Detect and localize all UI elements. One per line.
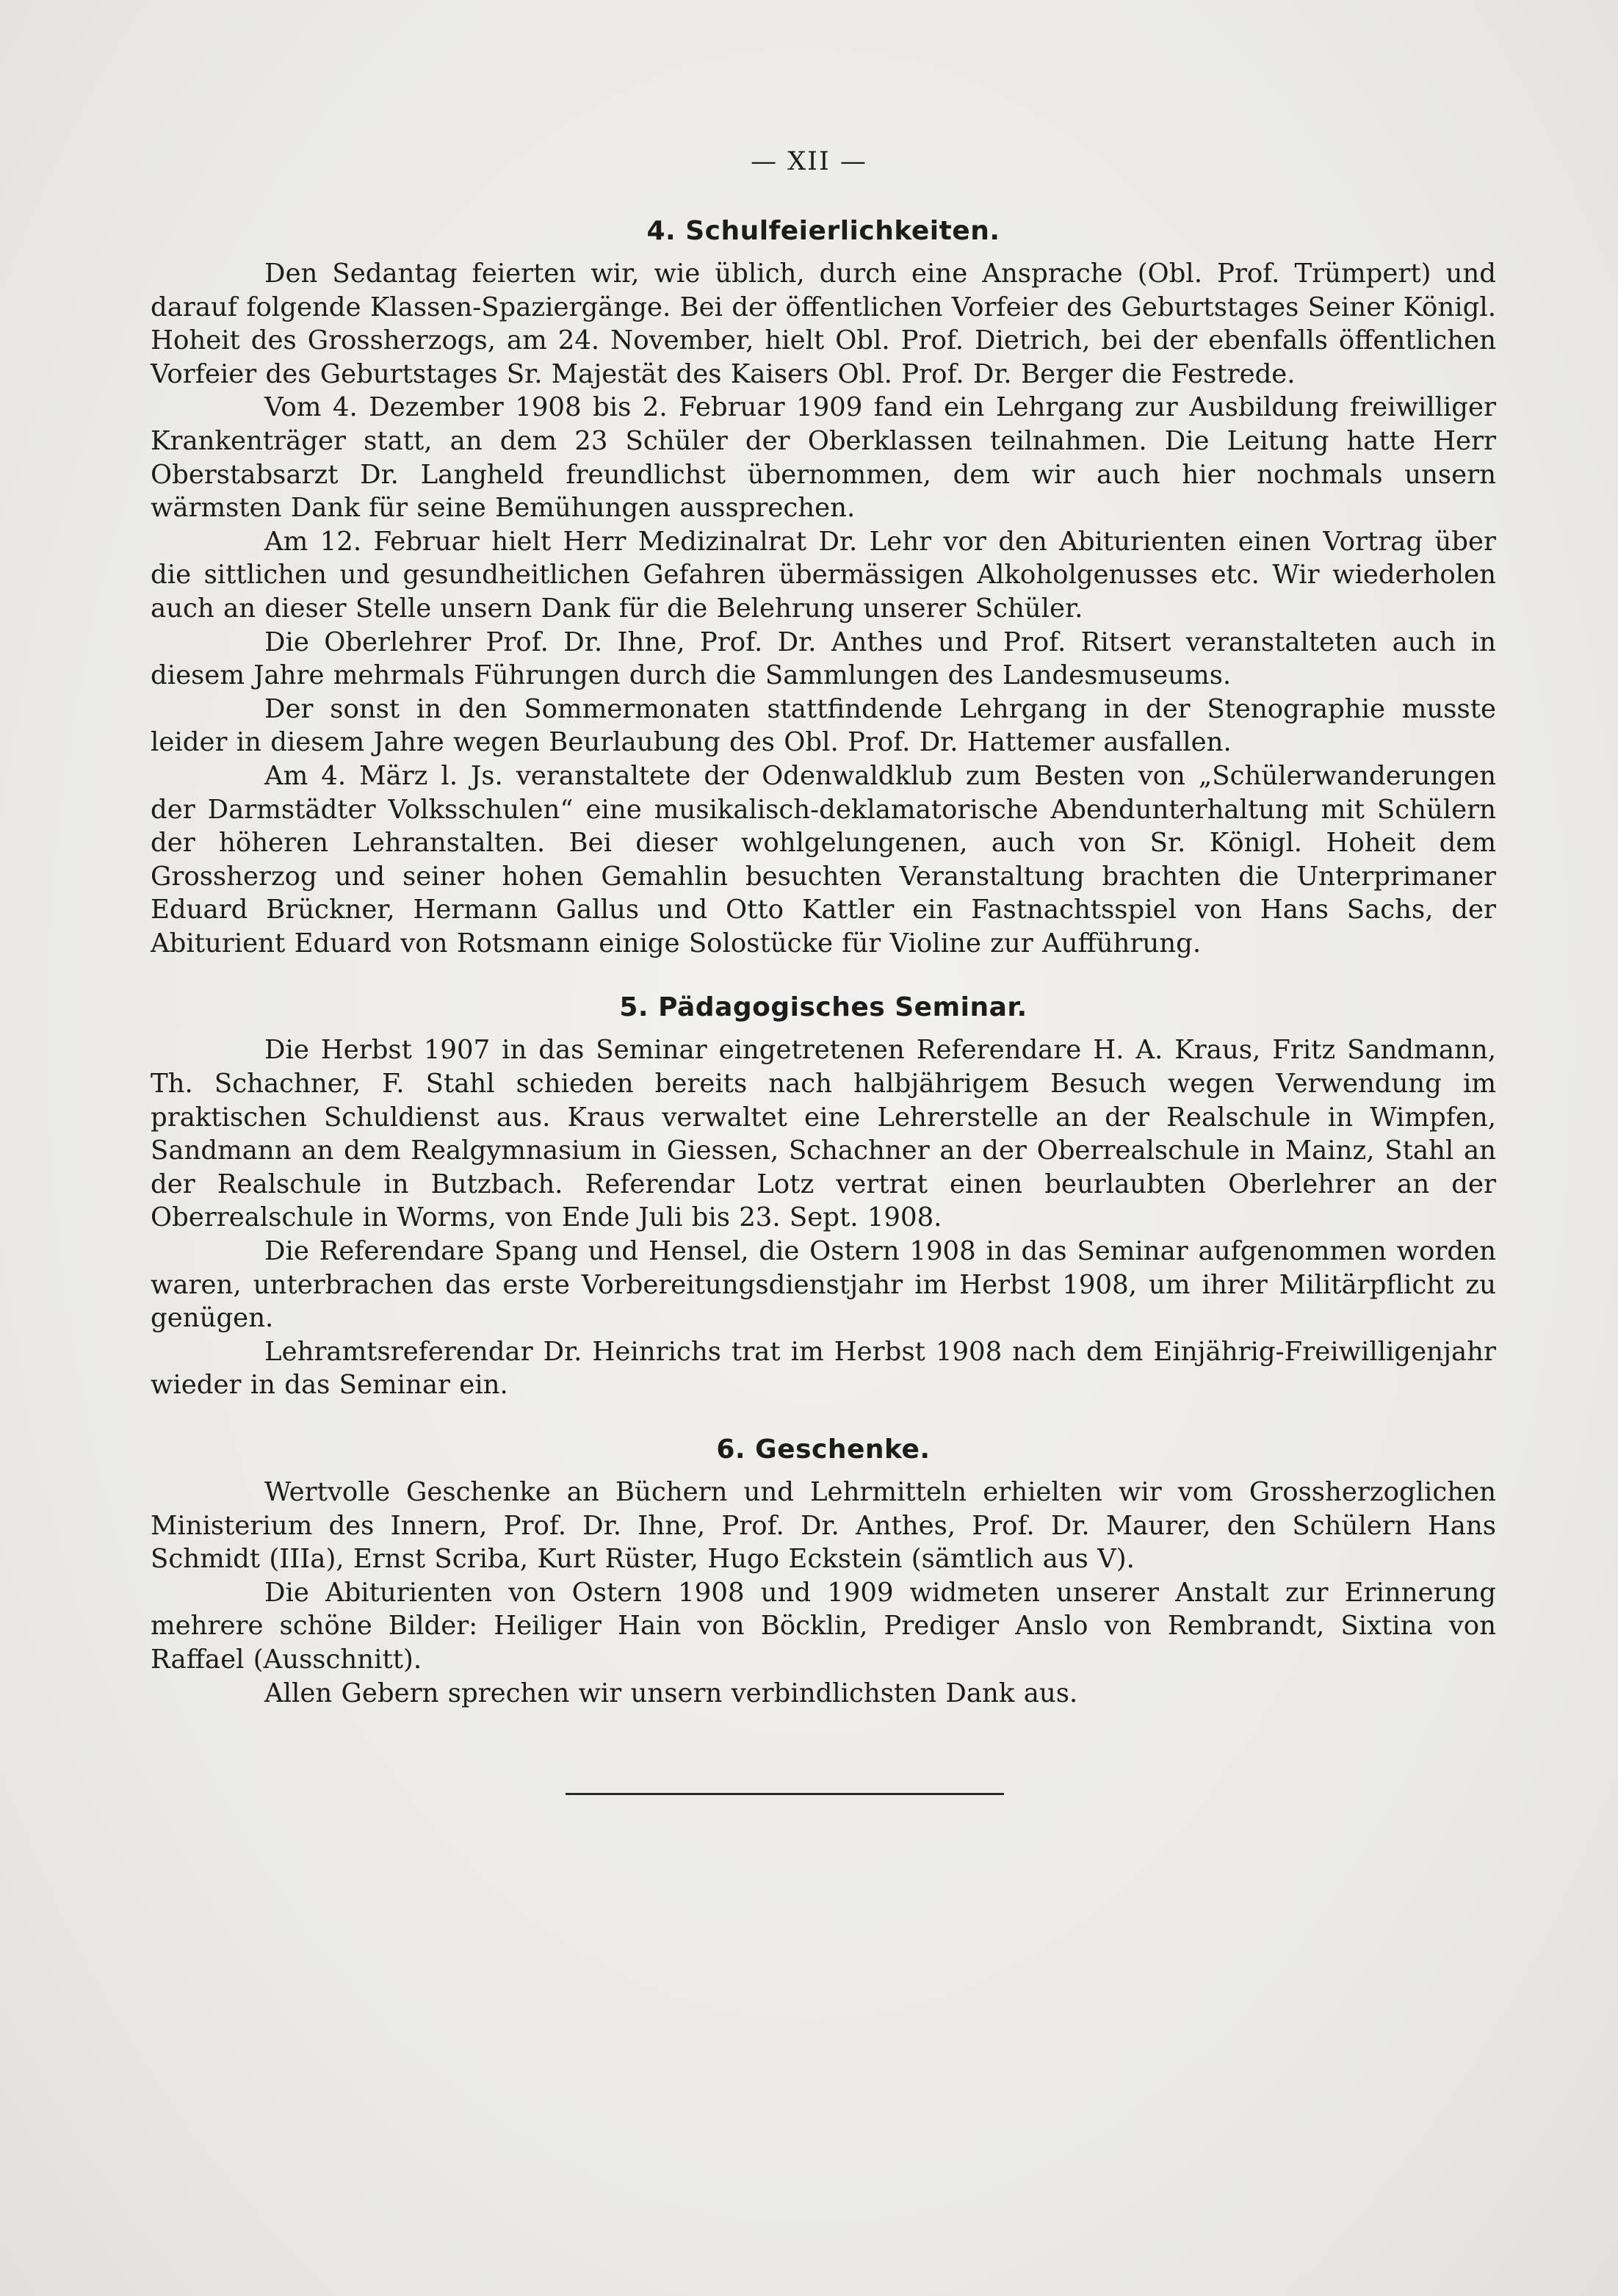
paragraph: Die Referendare Spang und Hensel, die Ostern 1908 in das Seminar aufgenommen worden waren, unterbrachen das erste Vorbereitungsdienstjahr im Herbst 1908, um ihrer Militärpflicht zu genügen. [151, 1236, 1496, 1334]
section-gap [151, 1402, 1496, 1432]
paragraph: Wertvolle Geschenke an Büchern und Lehrmitteln erhielten wir vom Grossherzoglichen Ministerium des Innern, Prof. Dr. Ihne, Prof. Dr. Anthes, Prof. Dr. Maurer, den Schülern Hans Schmidt (IIIa), Ernst Scriba, Kurt Rüster, Hugo Eckstein (sämtlich aus V). [151, 1477, 1496, 1575]
paragraph: Am 4. März l. Js. veranstaltete der Odenwaldklub zum Besten von „Schülerwanderungen der Darmstädter Volksschulen“ eine musikalisch-deklamatorische Abendunterhaltung mit Schülern der höheren Lehranstalten. Bei dieser wohlgelungenen, auch von Sr. Königl. Hoheit dem Grossherzog und seiner hohen Gemahlin besuchten Veranstaltung brachten die Unterprimaner Eduard Brückner, Hermann Gallus und Otto Kattler ein Fastnachtsspiel von Hans Sachs, der Abiturient Eduard von Rotsmann einige Solostücke für Violine zur Aufführung. [151, 760, 1496, 959]
section-gap [151, 960, 1496, 989]
section-heading: 4. Schulfeierlichkeiten. [646, 216, 1000, 246]
closing-rule [566, 1793, 1004, 1795]
paragraph: Der sonst in den Sommermonaten stattfindende Lehrgang in der Stenographie musste leider in diesem Jahre wegen Beurlaubung des Obl. Prof. Dr. Hattemer ausfallen. [151, 693, 1496, 758]
page-number: — XII — [751, 147, 867, 176]
paragraph: Am 12. Februar hielt Herr Medizinalrat Dr. Lehr vor den Abiturienten einen Vortrag über die sittlichen und gesundheitlichen Gefahren übermässigen Alkoholgenusses etc. Wir wiederholen auch an dieser Stelle unsern Dank für die Belehrung unserer Schüler. [151, 526, 1496, 624]
paragraph: Vom 4. Dezember 1908 bis 2. Februar 1909 fand ein Lehrgang zur Ausbildung freiwilliger Krankenträger statt, an dem 23 Schüler der Oberklassen teilnahmen. Die Leitung hatte Herr Oberstabsarzt Dr. Langheld freundlichst übernommen, dem wir auch hier nochmals unsern wärmsten Dank für seine Bemühungen aussprechen. [151, 392, 1496, 524]
section-geschenke [151, 1432, 1496, 1710]
section-heading: 5. Pädagogisches Seminar. [619, 992, 1027, 1023]
section-schulfeierlichkeiten [151, 213, 1496, 960]
section-paedagogisches-seminar [151, 989, 1496, 1402]
section-heading: 6. Geschenke. [716, 1434, 931, 1465]
page-content [151, 213, 1496, 1710]
paragraph: Die Oberlehrer Prof. Dr. Ihne, Prof. Dr. Anthes und Prof. Ritsert veranstalteten auch in diesem Jahre mehrmals Führungen durch die Sammlungen des Landesmuseums. [151, 627, 1496, 691]
paragraph: Die Abiturienten von Ostern 1908 und 1909 widmeten unserer Anstalt zur Erinnerung mehrere schöne Bilder: Heiliger Hain von Böcklin, Prediger Anslo von Rembrandt, Sixtina von Raffael (Ausschnitt). [151, 1577, 1496, 1675]
paragraph: Die Herbst 1907 in das Seminar eingetretenen Referendare H. A. Kraus, Fritz Sandmann, Th. Schachner, F. Stahl schieden bereits nach halbjährigem Besuch wegen Verwendung im praktischen Schuldienst aus. Kraus verwaltet eine Lehrerstelle an der Realschule in Wimpfen, Sandmann an dem Realgymnasium in Giessen, Schachner an der Oberrealschule in Mainz, Stahl an der Realschule in Butzbach. Referendar Lotz vertrat einen beurlaubten Oberlehrer an der Oberrealschule in Worms, von Ende Juli bis 23. Sept. 1908. [151, 1035, 1496, 1233]
paragraph: Lehramtsreferendar Dr. Heinrichs trat im Herbst 1908 nach dem Einjährig-Freiwilligenjahr wieder in das Seminar ein. [151, 1336, 1496, 1401]
paragraph: Allen Gebern sprechen wir unsern verbindlichsten Dank aus. [264, 1678, 1078, 1708]
paragraph: Den Sedantag feierten wir, wie üblich, durch eine Ansprache (Obl. Prof. Trümpert) und darauf folgende Klassen-Spaziergänge. Bei der öffentlichen Vorfeier des Geburtstages Seiner Königl. Hoheit des Grossherzogs, am 24. November, hielt Obl. Prof. Dietrich, bei der ebenfalls öffentlichen Vorfeier des Geburtstages Sr. Majestät des Kaisers Obl. Prof. Dr. Berger die Festrede. [151, 259, 1496, 389]
